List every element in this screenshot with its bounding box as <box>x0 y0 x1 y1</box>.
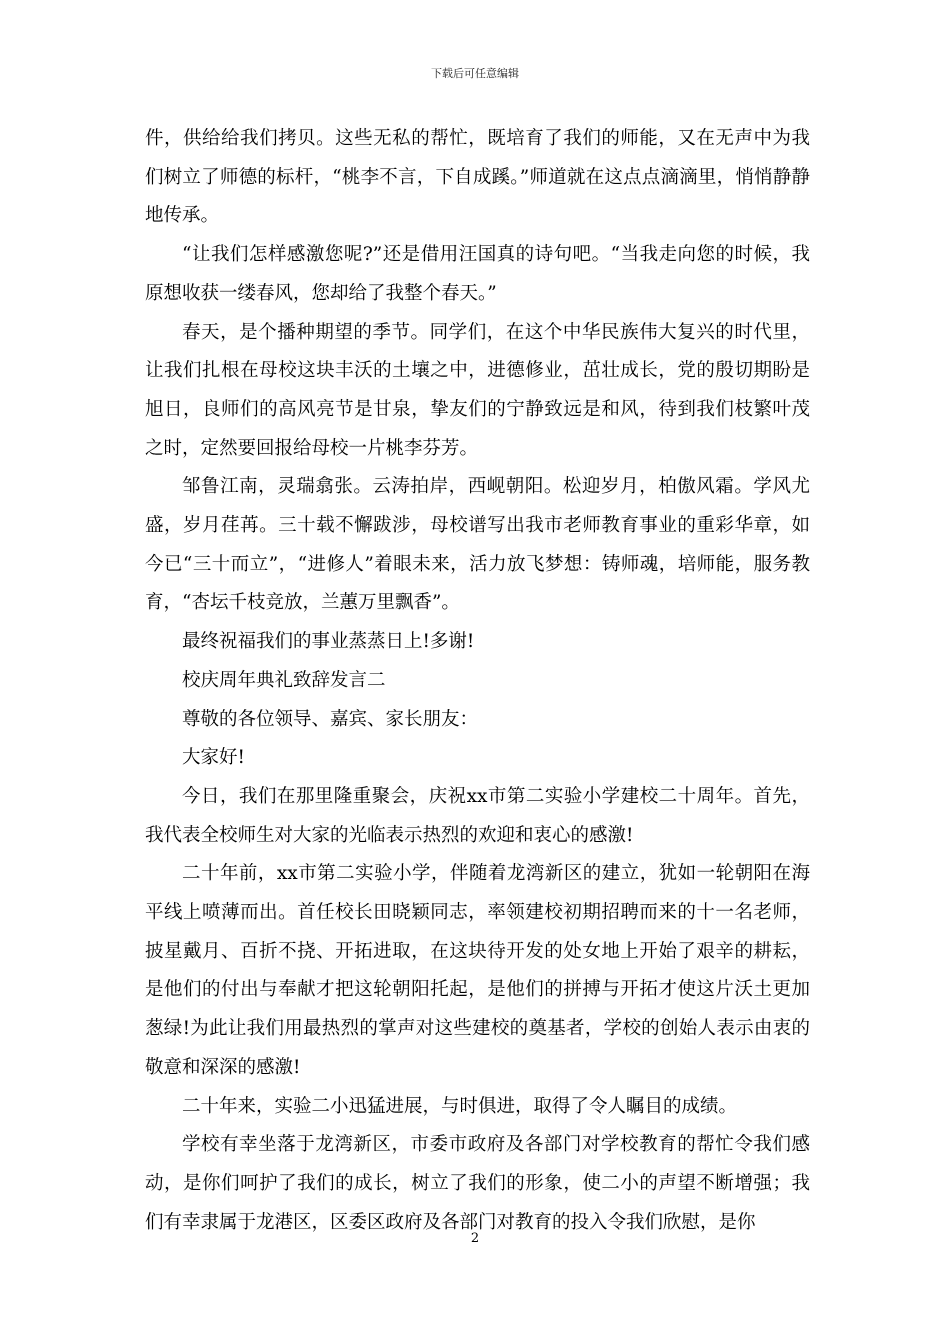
salutation: 尊敬的各位领导、嘉宾、家长朋友： <box>182 708 479 730</box>
paragraph: 学校有幸坐落于龙湾新区，市委市政府及各部门对学校教育的帮忙令我们感动，是你们呵护了我们的成长，树立了我们的形象，使二小的声望不断增强；我们有幸隶属于龙港区，区委区政府及各部门对教育的投入令我们欣慰，是你 <box>145 1134 810 1233</box>
paragraph: 邹鲁江南，灵瑞翕张。云涛拍岸，西岘朝阳。松迎岁月，柏傲风霜。学风尤盛，岁月荏苒。三十载不懈跋涉，母校谱写出我市老师教育事业的重彩华章，如今已“三十而立”，“进修人”着眼未来，活力放飞梦想：铸师魂，培师能，服务教育，“杏坛千枝竞放，兰蕙万里飘香”。 <box>145 476 810 614</box>
greeting: 大家好! <box>182 747 245 769</box>
page-number: 2 <box>470 1231 480 1246</box>
paragraph: 春天，是个播种期望的季节。同学们，在这个中华民族伟大复兴的时代里，让我们扎根在母校这块丰沃的土壤之中，进德修业，茁壮成长，党的殷切期盼是旭日，良师们的高风亮节是甘泉，挚友们的宁静致远是和风，待到我们枝繁叶茂之时，定然要回报给母校一片桃李芬芳。 <box>145 321 810 459</box>
page-header: 下载后可任意编辑 <box>431 67 519 80</box>
paragraph: 今日，我们在那里隆重聚会，庆祝xx市第二实验小学建校二十周年。首先，我代表全校师生对大家的光临表示热烈的欢迎和衷心的感激! <box>145 785 810 846</box>
paragraph: 二十年来，实验二小迅猛进展，与时俱进，取得了令人瞩目的成绩。 <box>182 1095 738 1117</box>
paragraph: 件，供给给我们拷贝。这些无私的帮忙，既培育了我们的师能，又在无声中为我们树立了师德的标杆，“桃李不言，下自成蹊。”师道就在这点点滴滴里，悄悄静静地传承。 <box>145 128 810 227</box>
section-heading: 校庆周年典礼致辞发言二 <box>182 669 386 691</box>
paragraph: 二十年前，xx市第二实验小学，伴随着龙湾新区的建立，犹如一轮朝阳在海平线上喷薄而出。首任校长田晓颖同志，率领建校初期招聘而来的十一名老师，披星戴月、百折不挠、开拓进取，在这块待开发的处女地上开始了艰辛的耕耘，是他们的付出与奉献才把这轮朝阳托起，是他们的拼搏与开拓才使这片沃土更加葱绿!为此让我们用最热烈的掌声对这些建校的奠基者，学校的创始人表示由衷的敬意和深深的感激! <box>145 863 810 1078</box>
paragraph: “让我们怎样感激您呢?”还是借用汪国真的诗句吧。“当我走向您的时候，我原想收获一缕春风，您却给了我整个春天。” <box>145 244 810 304</box>
document-body <box>145 120 810 1242</box>
paragraph: 最终祝福我们的事业蒸蒸日上!多谢! <box>182 631 475 653</box>
